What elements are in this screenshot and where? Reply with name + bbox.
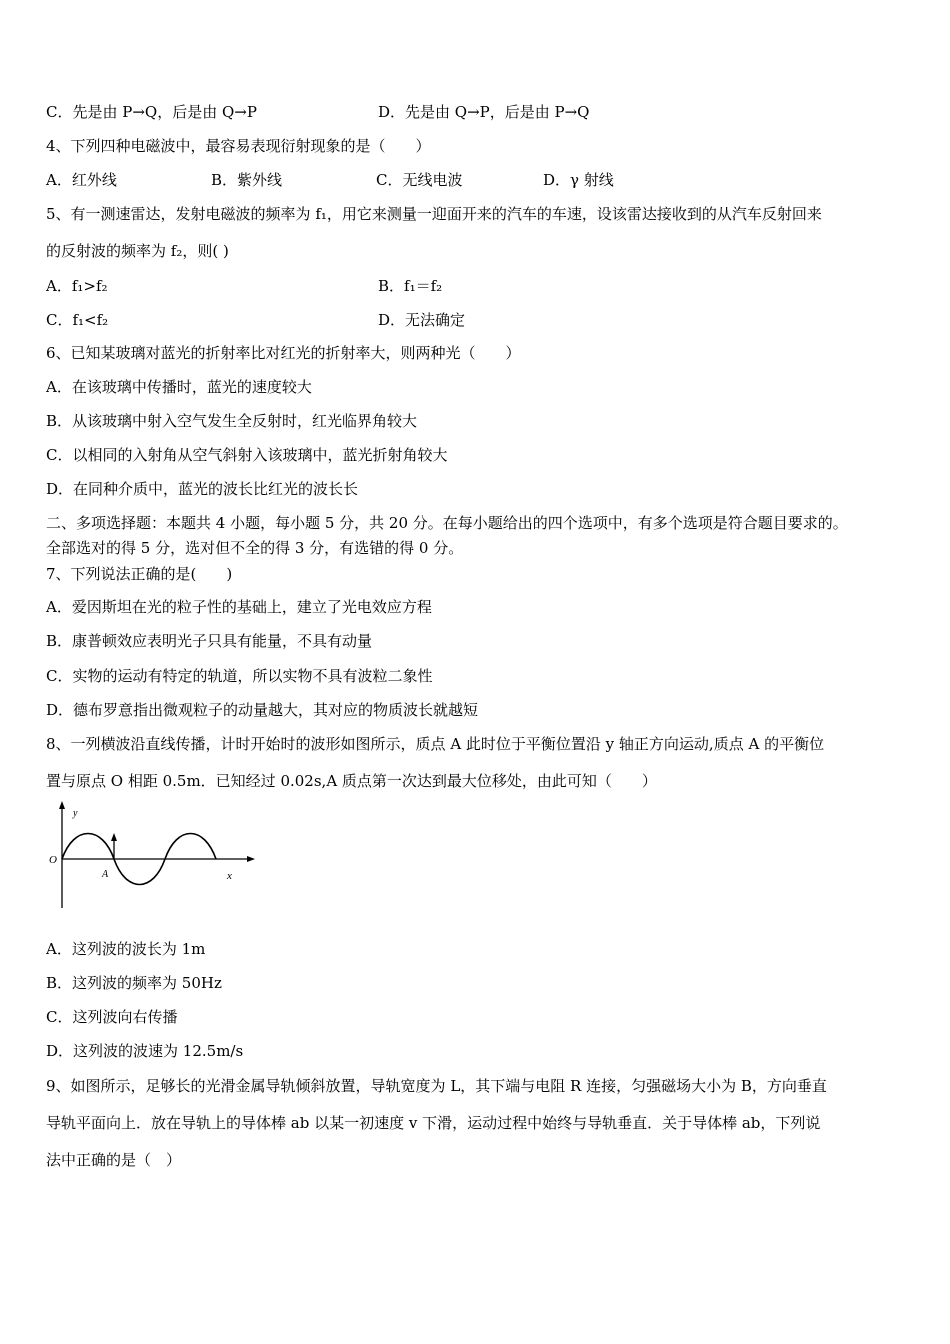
- velocity-arrow-head: [111, 833, 117, 841]
- section2-heading-line2: 全部选对的得 5 分，选对但不全的得 3 分，有选错的得 0 分。: [46, 539, 464, 557]
- q8-stem-line1: 8、一列横波沿直线传播，计时开始时的波形如图所示，质点 A 此时位于平衡位置沿 y 轴正方向运动,质点 A 的平衡位: [46, 735, 825, 753]
- q3-option-c: C．先是由 P→Q，后是由 Q→P: [46, 103, 257, 121]
- q4-option-d: D．γ 射线: [543, 171, 614, 189]
- y-label: y: [73, 808, 78, 819]
- q8-option-a: A．这列波的波长为 1m: [46, 940, 206, 958]
- q9-stem-line1: 9、如图所示，足够长的光滑金属导轨倾斜放置，导轨宽度为 L，其下端与电阻 R 连接，匀强磁场大小为 B，方向垂直: [46, 1077, 827, 1095]
- q7-option-c: C．实物的运动有特定的轨道，所以实物不具有波粒二象性: [46, 667, 433, 685]
- q8-option-c: C．这列波向右传播: [46, 1008, 178, 1026]
- q9-stem-line2: 导轨平面向上．放在导轨上的导体棒 ab 以某一初速度 v 下滑，运动过程中始终与导轨垂直．关于导体棒 ab，下列说: [46, 1114, 821, 1132]
- q5-option-a: A．f₁>f₂: [46, 277, 108, 295]
- q8-option-b: B．这列波的频率为 50Hz: [46, 974, 222, 992]
- q5-option-c: C．f₁<f₂: [46, 311, 109, 329]
- q5-stem-line1: 5、有一测速雷达，发射电磁波的频率为 f₁，用它来测量一迎面开来的汽车的车速，设该雷达接收到的从汽车反射回来: [46, 205, 822, 223]
- q7-option-d: D．德布罗意指出微观粒子的动量越大，其对应的物质波长就越短: [46, 701, 479, 719]
- q3-option-d: D．先是由 Q→P，后是由 P→Q: [378, 103, 590, 121]
- q9-stem-line3: 法中正确的是（ ）: [46, 1151, 182, 1169]
- x-axis-arrow: [247, 856, 255, 862]
- q8-stem-line2: 置与原点 O 相距 0.5m．已知经过 0.02s,A 质点第一次达到最大位移处，由此可知（ ）: [46, 772, 657, 790]
- q4-option-a: A．红外线: [46, 171, 117, 189]
- q6-option-a: A．在该玻璃中传播时，蓝光的速度较大: [46, 378, 312, 396]
- origin-label: O: [49, 854, 57, 866]
- q7-option-b: B．康普顿效应表明光子只具有能量，不具有动量: [46, 632, 373, 650]
- q8-option-d: D．这列波的波速为 12.5m/s: [46, 1042, 244, 1060]
- q6-stem: 6、已知某玻璃对蓝光的折射率比对红光的折射率大，则两种光（ ）: [46, 344, 521, 362]
- section2-heading-line1: 二、多项选择题：本题共 4 小题，每小题 5 分，共 20 分。在每小题给出的四个选项中，有多个选项是符合题目要求的。: [46, 514, 848, 532]
- q4-stem: 4、下列四种电磁波中，最容易表现衍射现象的是（ ）: [46, 137, 431, 155]
- q4-option-c: C．无线电波: [376, 171, 463, 189]
- q7-option-a: A．爱因斯坦在光的粒子性的基础上，建立了光电效应方程: [46, 598, 432, 616]
- q7-stem: 7、下列说法正确的是( ): [46, 565, 233, 583]
- q5-option-d: D．无法确定: [378, 311, 466, 329]
- point-a-label: A: [102, 869, 109, 880]
- q5-stem-line2: 的反射波的频率为 f₂，则( ): [46, 242, 229, 260]
- q6-option-d: D．在同种介质中，蓝光的波长比红光的波长长: [46, 480, 359, 498]
- q6-option-b: B．从该玻璃中射入空气发生全反射时，红光临界角较大: [46, 412, 418, 430]
- x-label: x: [227, 870, 232, 882]
- y-axis-arrow: [59, 801, 65, 809]
- wave-figure: [44, 800, 259, 912]
- q4-option-b: B．紫外线: [211, 171, 283, 189]
- q6-option-c: C．以相同的入射角从空气斜射入该玻璃中，蓝光折射角较大: [46, 446, 448, 464]
- q5-option-b: B．f₁＝f₂: [378, 277, 443, 295]
